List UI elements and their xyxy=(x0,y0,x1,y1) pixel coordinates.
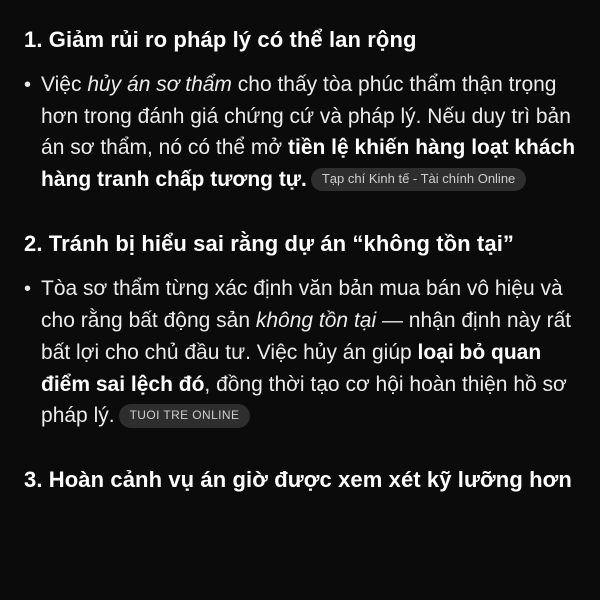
text-run: cho thấy tòa phúc thẩm thận trọng hơn trong đánh giá chứng cứ và pháp lý. Nếu duy trì bản án sơ thẩm, nó có thể mở xyxy=(41,72,571,160)
section-2-paragraph xyxy=(41,273,576,433)
text-run: — nhận định này rất bất lợi cho chủ đầu tư. Việc hủy án giúp xyxy=(41,308,572,364)
section-1-heading: 1. Giảm rủi ro pháp lý có thể lan rộng xyxy=(24,27,417,52)
text-run: , đồng thời tạo cơ hội hoàn thiện hồ sơ pháp lý. xyxy=(41,372,567,428)
section-2-heading: 2. Tránh bị hiểu sai rằng dự án “không tồn tại” xyxy=(24,231,515,257)
section-1-bullet xyxy=(24,69,576,197)
section-3-heading: 3. Hoàn cảnh vụ án giờ được xem xét kỹ lưỡng hơn xyxy=(24,467,572,493)
text-run: Tòa sơ thẩm từng xác định văn bản mua bán vô hiệu và cho rằng bất động sản xyxy=(41,276,563,332)
text-run: Việc xyxy=(41,72,88,96)
bullet-marker-icon: • xyxy=(24,73,32,96)
section-1-paragraph xyxy=(41,69,576,197)
source-tag: TUOI TRE ONLINE xyxy=(119,404,251,427)
source-tag: Tạp chí Kinh tế - Tài chính Online xyxy=(311,168,526,191)
bullet-marker-icon: • xyxy=(24,277,32,300)
section-2-bullet xyxy=(24,273,576,433)
text-run-italic: hủy án sơ thẩm xyxy=(87,72,232,96)
text-run-bold: loại bỏ quan điểm sai lệch đó xyxy=(41,340,542,396)
text-run-italic: không tồn tại xyxy=(255,308,377,332)
text-run-bold: tiền lệ khiến hàng loạt khách hàng tranh chấp tương tự. xyxy=(41,136,576,192)
